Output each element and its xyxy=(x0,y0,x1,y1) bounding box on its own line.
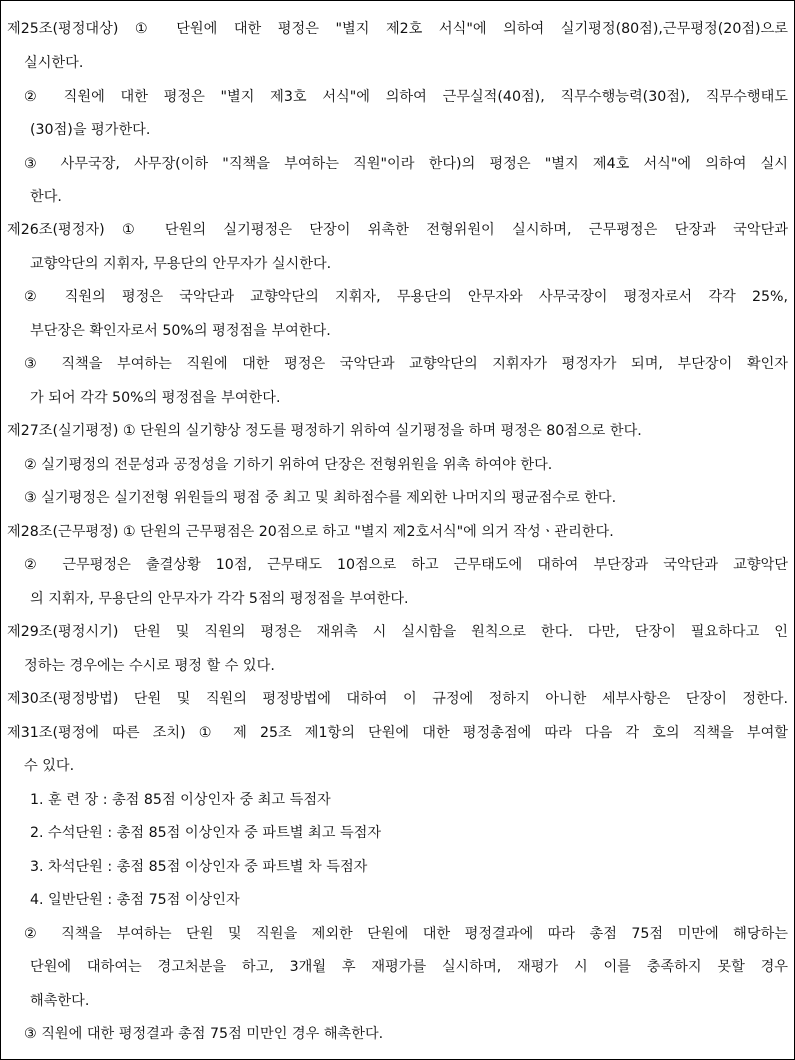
art25-line-1: 제25조(평정대상) ① 단원에 대한 평정은 "별지 제2호 서식"에 의하여 실기평정(80점),근무평정(20점)으로 xyxy=(7,21,788,37)
art31-line-2: 수 있다. xyxy=(24,758,75,774)
art31-line-4: 단원에 대하여는 경고처분을 하고, 3개월 후 재평가를 실시하며, 재평가 시 이를 충족하지 못할 경우 xyxy=(30,959,788,975)
art25-line-3: ② 직원에 대한 평정은 "별지 제3호 서식"에 의하여 근무실적(40점), 직무수행능력(30점), 직무수행태도 xyxy=(24,89,788,105)
art31-item-4: 4. 일반단원 : 총점 75점 이상인자 xyxy=(30,892,240,908)
art31-line-5: 해촉한다. xyxy=(30,993,90,1009)
art26-line-2: 교향악단의 지휘자, 무용단의 안무자가 실시한다. xyxy=(30,256,332,272)
art28-line-2: ② 근무평정은 출결상황 10점, 근무태도 10점으로 하고 근무태도에 대하여 부단장과 국악단과 교향악단 xyxy=(24,557,788,573)
art27-line-1: 제27조(실기평정) ① 단원의 실기향상 정도를 평정하기 위하여 실기평정을 하며 평정은 80점으로 한다. xyxy=(7,423,642,439)
art31-line-3: ② 직책을 부여하는 단원 및 직원을 제외한 단원에 대한 평정결과에 따라 총점 75점 미만에 해당하는 xyxy=(24,926,788,942)
art27-line-2: ② 실기평정의 전문성과 공정성을 기하기 위하여 단장은 전형위원을 위촉 하여야 한다. xyxy=(24,457,553,473)
art25-line-6: 한다. xyxy=(30,189,62,205)
art25-line-2: 실시한다. xyxy=(24,55,84,71)
art29-line-1: 제29조(평정시기) 단원 및 직원의 평정은 재위촉 시 실시함을 원칙으로 한다. 다만, 단장이 필요하다고 인 xyxy=(7,624,788,640)
art26-line-1: 제26조(평정자) ① 단원의 실기평정은 단장이 위촉한 전형위원이 실시하며, 근무평정은 단장과 국악단과 xyxy=(7,222,788,238)
art25-line-4: (30점)을 평가한다. xyxy=(30,122,151,138)
art27-line-3: ③ 실기평정은 실기전형 위원들의 평점 중 최고 및 최하점수를 제외한 나머지의 평균점수로 한다. xyxy=(24,490,617,506)
art26-line-3: ② 직원의 평정은 국악단과 교향악단의 지휘자, 무용단의 안무자와 사무국장이 평정자로서 각각 25%, xyxy=(24,289,788,305)
art31-line-1: 제31조(평정에 따른 조치) ① 제 25조 제1항의 단원에 대한 평정총점에 따라 다음 각 호의 직책을 부여할 xyxy=(7,725,788,741)
art26-line-6: 가 되어 각각 50%의 평정점을 부여한다. xyxy=(30,390,281,406)
art31-item-2: 2. 수석단원 : 총점 85점 이상인자 중 파트별 최고 득점자 xyxy=(30,825,382,841)
art28-line-1: 제28조(근무평정) ① 단원의 근무평점은 20점으로 하고 "별지 제2호서식"에 의거 작성ㆍ관리한다. xyxy=(7,524,614,540)
art28-line-3: 의 지휘자, 무용단의 안무자가 각각 5점의 평정점을 부여한다. xyxy=(30,591,409,607)
art31-item-3: 3. 차석단원 : 총점 85점 이상인자 중 파트별 차 득점자 xyxy=(30,859,368,875)
art29-line-2: 정하는 경우에는 수시로 평정 할 수 있다. xyxy=(24,658,275,674)
art25-line-5: ③ 사무국장, 사무장(이하 "직책을 부여하는 직원"이라 한다)의 평정은 "별지 제4호 서식"에 의하여 실시 xyxy=(24,156,788,172)
art31-item-1: 1. 훈 련 장 : 총점 85점 이상인자 중 최고 득점자 xyxy=(30,792,331,808)
art26-line-5: ③ 직책을 부여하는 직원에 대한 평정은 국악단과 교향악단의 지휘자가 평정자가 되며, 부단장이 확인자 xyxy=(24,356,788,372)
art31-line-6: ③ 직원에 대한 평정결과 총점 75점 미만인 경우 해촉한다. xyxy=(24,1026,384,1042)
art26-line-4: 부단장은 확인자로서 50%의 평정점을 부여한다. xyxy=(30,323,331,339)
art30-line-1: 제30조(평정방법) 단원 및 직원의 평정방법에 대하여 이 규정에 정하지 아니한 세부사항은 단장이 정한다. xyxy=(7,691,788,707)
